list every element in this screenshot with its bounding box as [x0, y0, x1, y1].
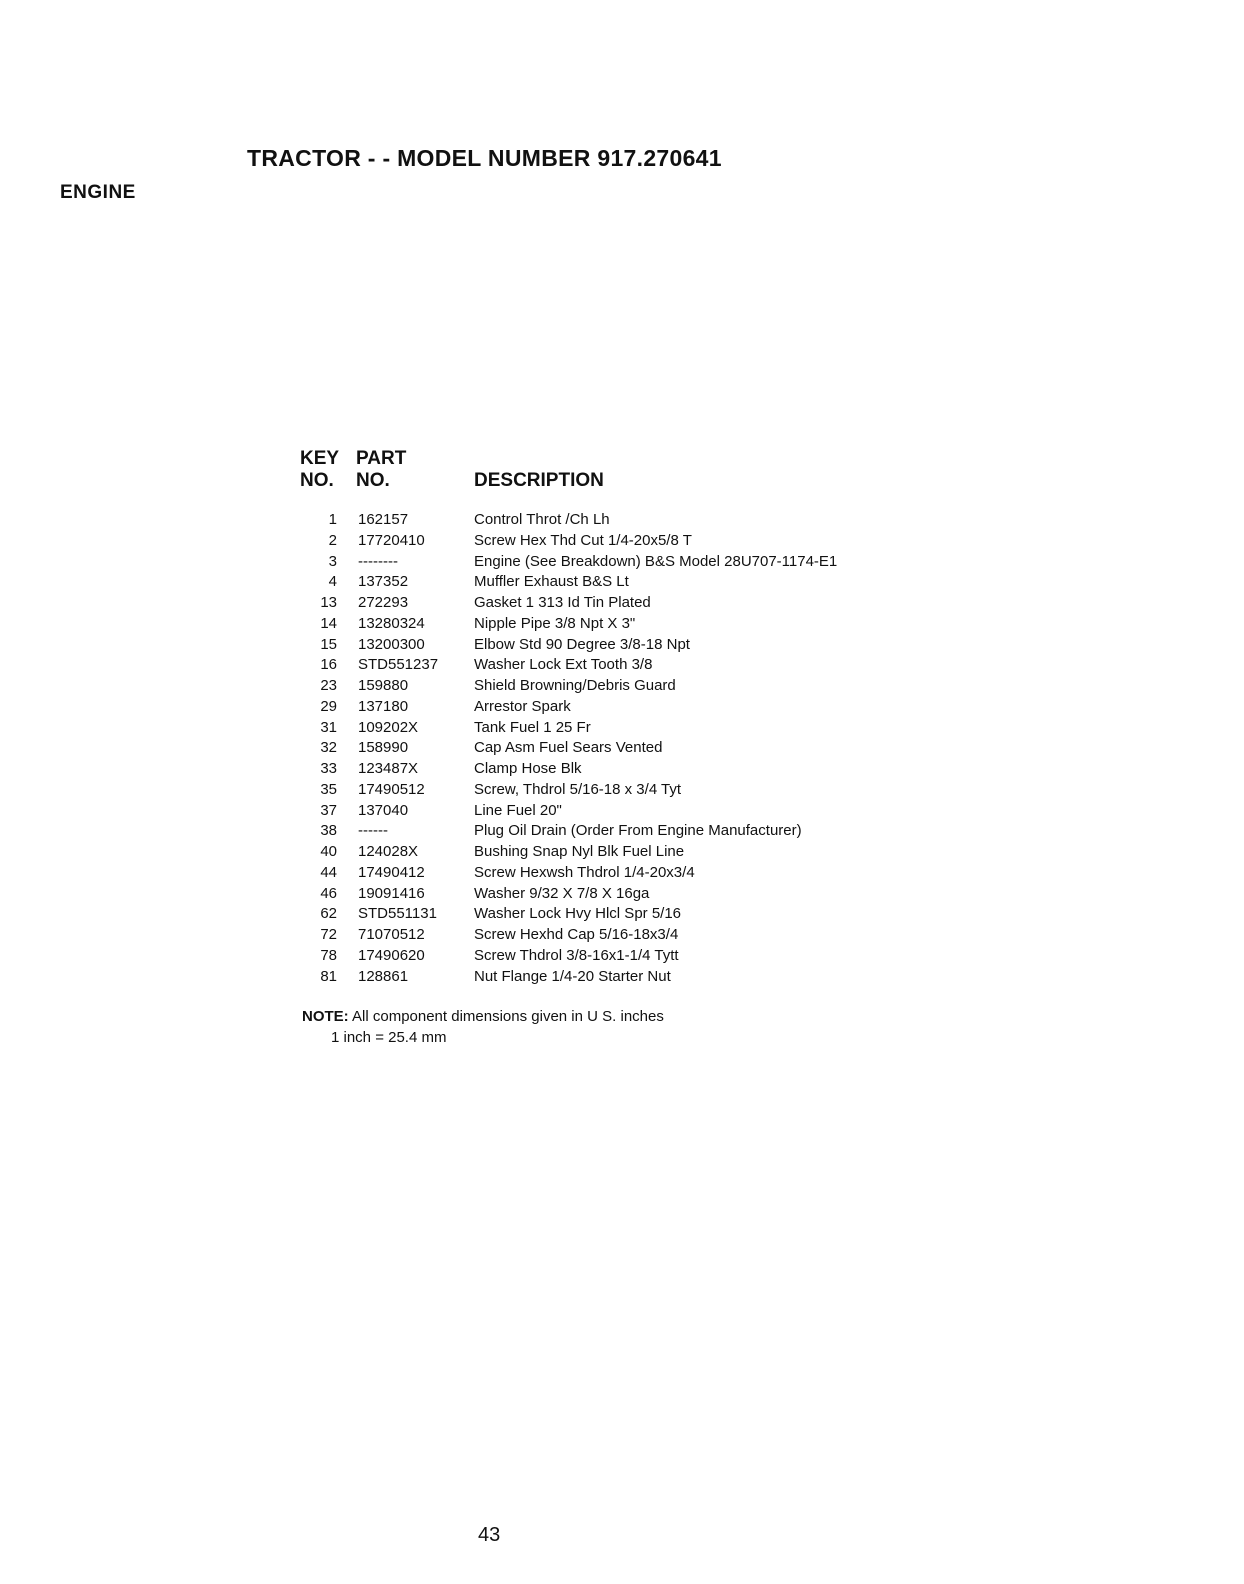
part-no: 17490620 [358, 946, 425, 964]
part-description: Gasket 1 313 Id Tin Plated [474, 594, 651, 611]
page-number: 43 [478, 1524, 501, 1546]
key-no: 14 [320, 614, 337, 632]
key-no: 46 [320, 884, 337, 902]
part-no: STD551237 [358, 656, 439, 674]
part-description: Screw Hexwsh Thdrol 1/4-20x3/4 [474, 863, 695, 881]
table-row [300, 759, 940, 780]
table-row [300, 821, 940, 842]
part-description: Screw Hex Thd Cut 1/4-20x5/8 T [474, 531, 692, 549]
table-row [300, 801, 940, 822]
key-no: 37 [320, 801, 337, 819]
part-description: Line Fuel 20" [474, 801, 562, 819]
table-row [300, 738, 940, 759]
key-no: 62 [320, 905, 337, 923]
part-description: Screw, Thdrol 5/16-18 x 3/4 Tyt [474, 780, 682, 798]
part-description: Screw Hexhd Cap 5/16-18x3/4 [474, 926, 679, 943]
note [302, 1006, 664, 1048]
note-text: All component dimensions given in U S. inches [352, 1008, 664, 1025]
table-row [300, 697, 940, 718]
table-row [300, 925, 940, 946]
key-no: 32 [320, 739, 337, 757]
header-part-line1: PART [356, 448, 407, 469]
header-description: DESCRIPTION [474, 470, 604, 491]
table-row [300, 904, 940, 925]
part-no: 137180 [358, 697, 409, 715]
key-no: 1 [328, 511, 337, 528]
note-label: NOTE: [302, 1008, 349, 1025]
part-description: Control Throt /Ch Lh [474, 511, 610, 528]
key-no: 4 [328, 573, 337, 591]
table-row [300, 676, 940, 697]
part-description: Tank Fuel 1 25 Fr [474, 718, 591, 736]
key-no: 33 [320, 760, 337, 777]
part-no: STD551131 [358, 905, 437, 923]
table-row [300, 572, 940, 593]
header-part-line2: NO. [356, 470, 390, 491]
key-no: 81 [320, 967, 337, 985]
table-row [300, 614, 940, 635]
part-no: 137040 [358, 801, 409, 819]
table-row [300, 884, 940, 905]
part-description: Muffler Exhaust B&S Lt [474, 573, 629, 591]
part-description: Washer Lock Hvy Hlcl Spr 5/16 [474, 905, 682, 923]
part-description: Washer 9/32 X 7/8 X 16ga [474, 884, 650, 902]
table-row [300, 842, 940, 863]
section-title: ENGINE [60, 182, 136, 203]
part-description: Engine (See Breakdown) B&S Model 28U707-1174-E1 [474, 552, 838, 570]
part-no: 13200300 [358, 635, 425, 653]
part-no: 158990 [358, 739, 409, 757]
parts-list [300, 510, 940, 987]
key-no: 44 [320, 863, 337, 881]
part-no: -------- [358, 552, 398, 570]
table-row [300, 946, 940, 967]
part-description: Nut Flange 1/4-20 Starter Nut [474, 967, 671, 985]
key-no: 31 [320, 718, 337, 736]
part-no: 123487X [358, 760, 419, 777]
table-row [300, 863, 940, 884]
key-no: 72 [320, 926, 337, 943]
part-description: Elbow Std 90 Degree 3/8-18 Npt [474, 635, 690, 653]
table-row [300, 718, 940, 739]
key-no: 38 [320, 822, 337, 840]
part-no: ------ [358, 822, 388, 840]
table-row [300, 655, 940, 676]
part-description: Clamp Hose Blk [474, 760, 582, 777]
part-description: Bushing Snap Nyl Blk Fuel Line [474, 843, 685, 860]
part-no: 272293 [358, 594, 409, 611]
part-no: 124028X [358, 843, 419, 860]
key-no: 78 [320, 946, 337, 964]
page-title: TRACTOR - - MODEL NUMBER 917.270641 [247, 145, 722, 171]
key-no: 2 [328, 531, 337, 549]
key-no: 35 [320, 780, 337, 798]
part-description: Screw Thdrol 3/8-16x1-1/4 Tytt [474, 946, 679, 964]
table-row [300, 593, 940, 614]
note-line [302, 1006, 664, 1027]
table-row [300, 531, 940, 552]
table-row [300, 967, 940, 988]
part-no: 137352 [358, 573, 409, 591]
part-no: 19091416 [358, 884, 425, 902]
part-no: 71070512 [358, 926, 425, 943]
part-description: Cap Asm Fuel Sears Vented [474, 739, 663, 757]
part-description: Plug Oil Drain (Order From Engine Manufacturer) [474, 822, 802, 840]
table-row [300, 510, 940, 531]
key-no: 29 [320, 697, 337, 715]
key-no: 13 [320, 594, 337, 611]
table-row [300, 552, 940, 573]
part-description: Washer Lock Ext Tooth 3/8 [474, 656, 653, 674]
note-conversion: 1 inch = 25.4 mm [331, 1029, 447, 1046]
part-no: 17490512 [358, 780, 425, 798]
part-no: 17490412 [358, 863, 425, 881]
header-key-line2: NO. [300, 470, 334, 491]
key-no: 15 [320, 635, 337, 653]
part-no: 109202X [358, 718, 419, 736]
part-no: 128861 [358, 967, 409, 985]
key-no: 23 [320, 677, 337, 694]
header-key-line1: KEY [300, 448, 340, 469]
table-row [300, 635, 940, 656]
part-no: 159880 [358, 677, 409, 694]
part-description: Arrestor Spark [474, 697, 571, 715]
key-no: 40 [320, 843, 337, 860]
part-no: 13280324 [358, 614, 425, 632]
key-no: 3 [328, 552, 337, 570]
key-no: 16 [320, 656, 337, 674]
part-no: 162157 [358, 511, 409, 528]
table-row [300, 780, 940, 801]
part-no: 17720410 [358, 531, 425, 549]
part-description: Nipple Pipe 3/8 Npt X 3" [474, 614, 636, 632]
part-description: Shield Browning/Debris Guard [474, 677, 676, 694]
